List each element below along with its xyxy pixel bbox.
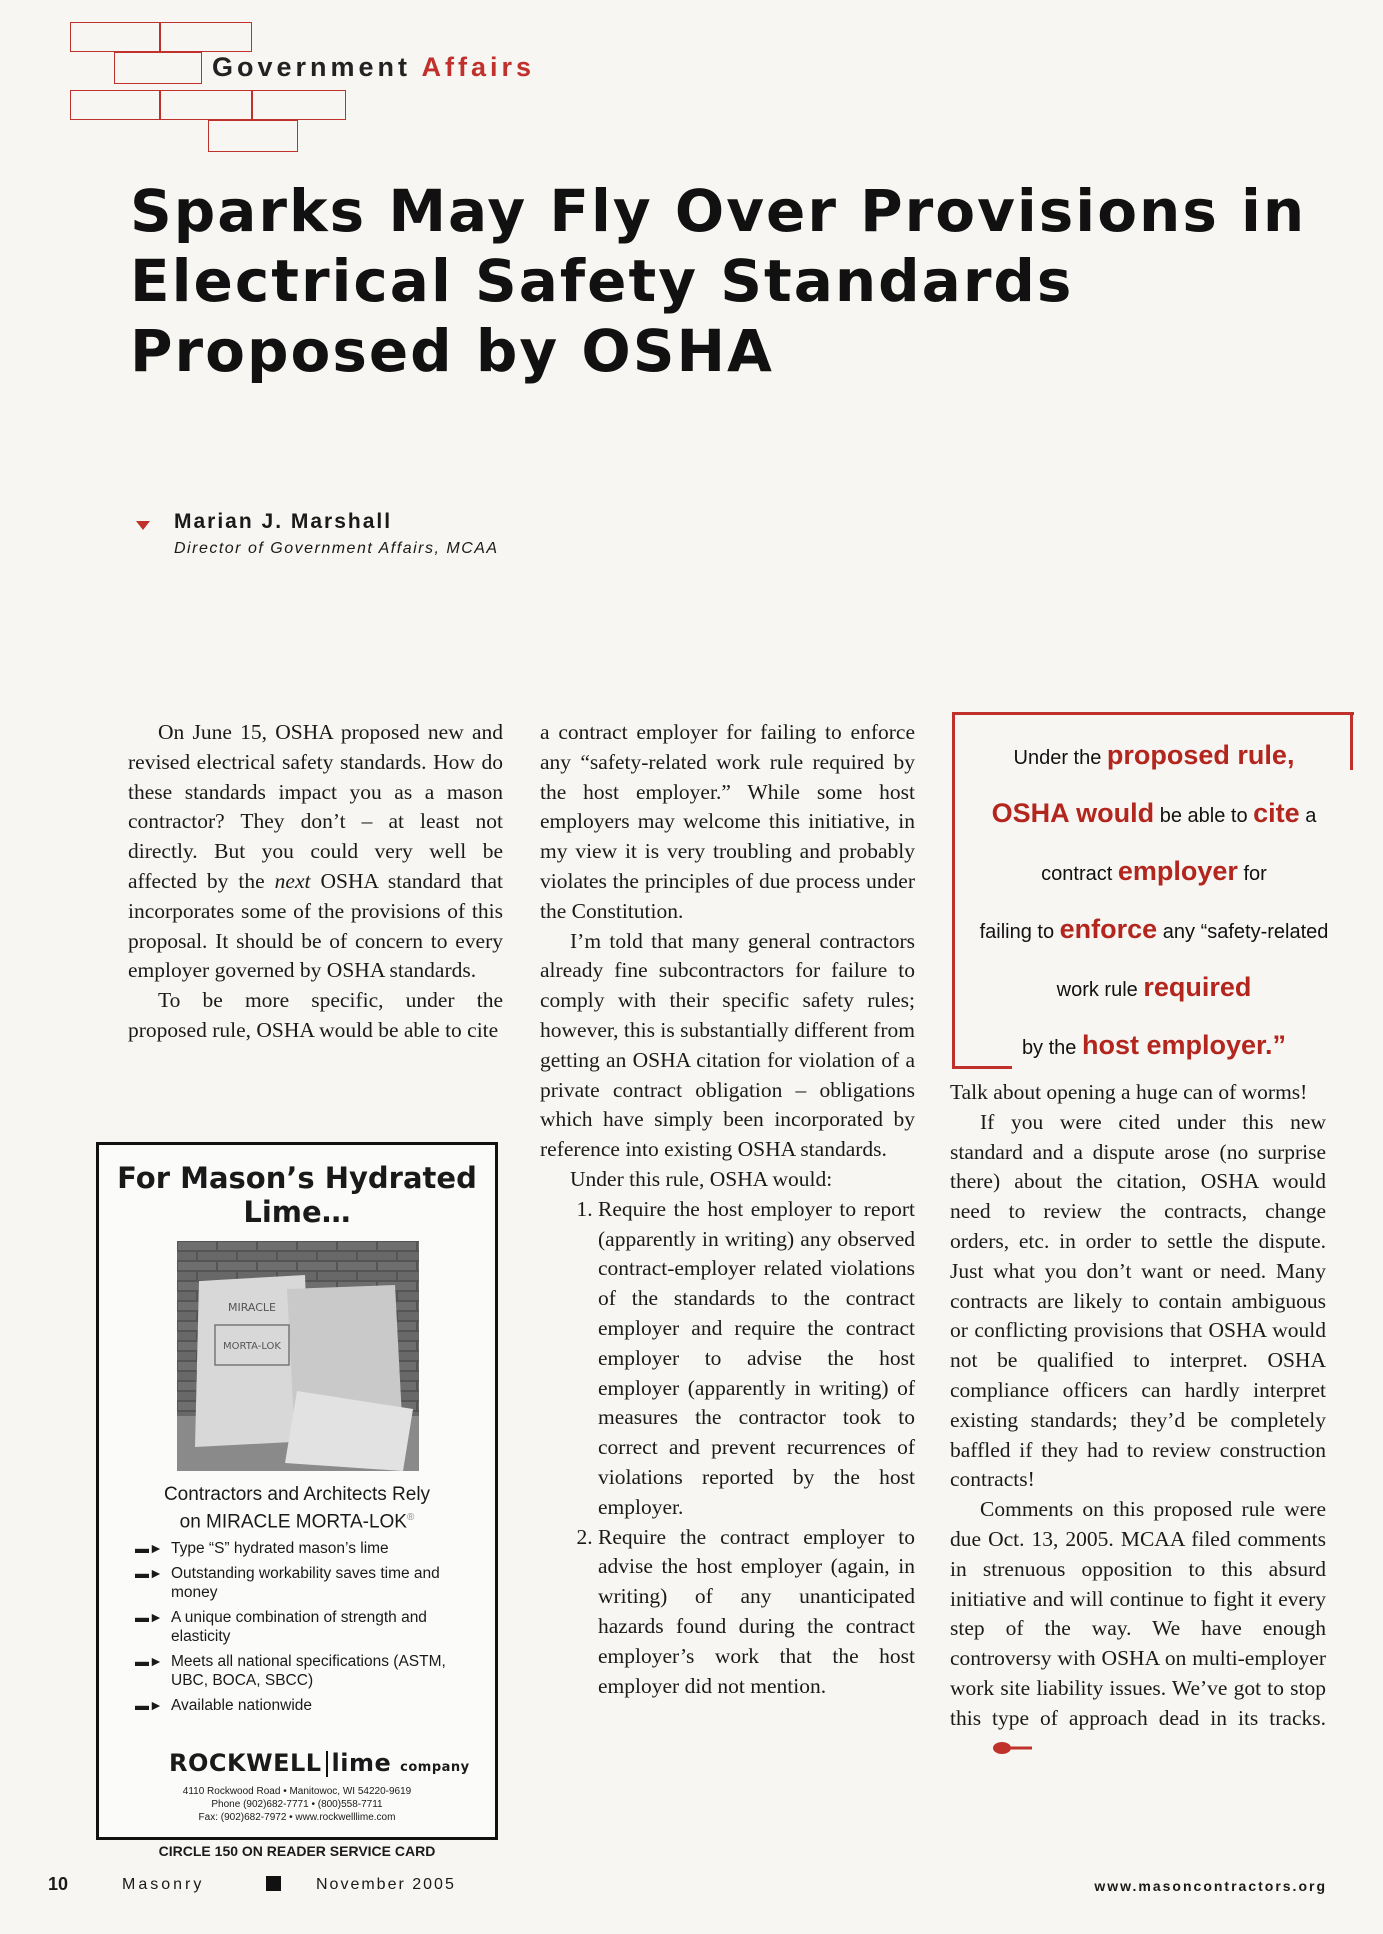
author-role: Director of Government Affairs, MCAA bbox=[174, 540, 499, 557]
logo-word: ROCKWELL bbox=[169, 1749, 322, 1777]
body-column-1 bbox=[128, 718, 503, 1046]
quote-highlight: proposed rule, bbox=[1106, 740, 1295, 770]
rule-list bbox=[540, 1195, 915, 1702]
author-name: Marian J. Marshall bbox=[174, 510, 393, 533]
quote-text: contract bbox=[1041, 863, 1118, 885]
brick bbox=[114, 52, 202, 84]
feature-text: Meets all national specifications (ASTM, UBC, BOCA, SBCC) bbox=[171, 1653, 446, 1689]
body-paragraph-continued: a contract employer for failing to enforce any “safety-related work rule required by the host employer.” While some host employers may welcome this initiative, in my view it is very troubling and probably violates the principles of due process under the Constitution. bbox=[540, 720, 915, 923]
paragraph-text: Comments on this proposed rule were due Oct. 13, 2005. MCAA filed comments in strenuous opposition to this absurd initiative and will continue to fight it every step of the way. We have enough controversy with OSHA on multi-employer work site liability issues. We’ve got to stop this type of approach dead in its tracks. bbox=[950, 1497, 1326, 1730]
body-paragraph: If you were cited under this new standard and a dispute arose (no surprise there) about the citation, OSHA would need to review the contracts, change orders, etc. in order to settle the dispute. Just what you don’t want or need. Many contracts are likely to contain ambiguous or conflicting provisions that OSHA would not be qualified to interpret. OSHA compliance officers can hardly interpret existing standards; they’d be completely baffled if they had to review construction contracts! bbox=[950, 1109, 1326, 1492]
quote-highlight: enforce bbox=[1059, 914, 1158, 944]
brick bbox=[160, 22, 252, 52]
list-item bbox=[135, 1652, 465, 1690]
pull-quote-frame-tick bbox=[1350, 712, 1353, 770]
arrow-bullet-icon: ▬► bbox=[135, 1609, 163, 1625]
paragraph-text: OSHA standard that incorporates some of the provisions of this proposal. It should be of concern to every employer governed by OSHA standards. bbox=[128, 868, 503, 983]
pull-quote bbox=[958, 728, 1350, 1076]
brick bbox=[160, 90, 252, 120]
list-item bbox=[135, 1696, 465, 1715]
arrow-bullet-icon: ▬► bbox=[135, 1540, 163, 1556]
ad-headline bbox=[99, 1483, 495, 1533]
quote-highlight: cite bbox=[1253, 798, 1300, 828]
magazine-name: Masonry bbox=[122, 1876, 205, 1893]
website-link[interactable]: www.masoncontractors.org bbox=[1094, 1878, 1327, 1894]
section-label-word: Government bbox=[212, 52, 412, 82]
list-item: 2. Require the contract employer to advise the host employer (again, in writing) of any unanticipated hazards found during the contract employer’s work that the host employer did not mention. bbox=[598, 1523, 915, 1702]
quote-text: any “safety-related bbox=[1157, 921, 1329, 943]
body-column-2 bbox=[540, 718, 915, 1701]
body-paragraph bbox=[128, 718, 503, 986]
quote-text: Under the bbox=[1013, 747, 1107, 769]
feature-text: A unique combination of strength and elasticity bbox=[171, 1609, 427, 1645]
body-paragraph: Talk about opening a huge can of worms! bbox=[950, 1080, 1308, 1104]
author-arrow-icon bbox=[136, 521, 150, 530]
quote-text: be able to bbox=[1154, 805, 1254, 827]
quote-highlight: required bbox=[1143, 972, 1252, 1002]
ad-contact bbox=[99, 1785, 495, 1824]
quote-text: a bbox=[1299, 805, 1317, 827]
arrow-bullet-icon: ▬► bbox=[135, 1697, 163, 1713]
arrow-bullet-icon: ▬► bbox=[135, 1653, 163, 1669]
quote-highlight: employer bbox=[1117, 856, 1238, 886]
feature-text: Type “S” hydrated mason’s lime bbox=[171, 1540, 389, 1557]
section-label bbox=[212, 52, 535, 83]
ad-address-line: 4110 Rockwood Road • Manitowoc, WI 54220-9619 bbox=[182, 1786, 412, 1797]
section-label-accent: Affairs bbox=[421, 52, 536, 82]
article-end-icon bbox=[960, 1735, 1034, 1765]
arrow-bullet-icon: ▬► bbox=[135, 1565, 163, 1581]
quote-text: for bbox=[1237, 863, 1267, 885]
emphasis-text: next bbox=[274, 868, 311, 893]
quote-highlight: host employer.” bbox=[1081, 1030, 1287, 1060]
issue-date: November 2005 bbox=[316, 1876, 456, 1893]
brick bbox=[70, 90, 160, 120]
body-paragraph: Under this rule, OSHA would: bbox=[570, 1166, 833, 1191]
quote-highlight: OSHA would bbox=[991, 798, 1155, 828]
quote-text: failing to bbox=[979, 921, 1060, 943]
feature-text: Available nationwide bbox=[171, 1697, 313, 1714]
body-paragraph-split: To be more specific, under the proposed rule, OSHA would be able to cite bbox=[128, 988, 503, 1042]
ad-title: For Mason’s Hydrated Lime… bbox=[117, 1161, 477, 1229]
ad-headline-line: on MIRACLE MORTA-LOK bbox=[179, 1511, 407, 1533]
brick bbox=[208, 120, 298, 152]
ad-headline-line: Contractors and Architects Rely bbox=[163, 1484, 431, 1505]
rockwell-logo bbox=[169, 1749, 470, 1777]
bag-label: MIRACLE bbox=[227, 1301, 277, 1314]
ad-fax-line: Fax: (902)682-7972 • www.rockwelllime.com bbox=[198, 1812, 396, 1823]
page-number: 10 bbox=[48, 1874, 69, 1894]
body-paragraph bbox=[950, 1495, 1326, 1764]
ad-product-photo bbox=[177, 1241, 419, 1471]
advertisement[interactable] bbox=[96, 1142, 498, 1840]
logo-divider bbox=[326, 1751, 328, 1777]
brick bbox=[252, 90, 346, 120]
logo-word: lime bbox=[331, 1749, 392, 1777]
list-item bbox=[135, 1539, 465, 1558]
ad-feature-list bbox=[135, 1539, 465, 1721]
feature-text: Outstanding workability saves time and money bbox=[171, 1565, 440, 1601]
list-item bbox=[135, 1608, 465, 1646]
list-item: 1. Require the host employer to report (apparently in writing) any observed contract-employer related violations of the standards to the contract employer and require the contract employer to advise the host employer (apparently in writing) of measures the contractor took to correct and prevent recurrences of violations reported by the host employer. bbox=[598, 1195, 915, 1523]
body-column-3 bbox=[950, 1078, 1326, 1764]
body-paragraph: I’m told that many general contractors already fine subcontractors for failure to comply with their specific safety rules; however, this is substantially different from getting an OSHA citation for violation of a private contract obligation – obligations which have simply been incorporated by reference into existing OSHA standards. bbox=[540, 928, 915, 1162]
paragraph-text: On June 15, OSHA proposed new and revised electrical safety standards. How do these standards impact you as a mason contractor? They don’t – at least not directly. But you could very well be affected by the bbox=[128, 720, 503, 893]
quote-text: work rule bbox=[1056, 979, 1144, 1001]
brick bbox=[70, 22, 160, 52]
article-title: Sparks May Fly Over Provisions in Electrical Safety Standards Proposed by OSHA bbox=[130, 177, 1307, 385]
logo-word: company bbox=[400, 1760, 470, 1775]
reader-service-note: CIRCLE 150 ON READER SERVICE CARD bbox=[158, 1843, 436, 1859]
registered-mark: ® bbox=[406, 1512, 415, 1523]
list-item bbox=[135, 1564, 465, 1602]
ad-phone-line: Phone (902)682-7771 • (800)558-7711 bbox=[211, 1799, 383, 1810]
bag-label: MORTA-LOK bbox=[223, 1341, 281, 1352]
footer-square-icon bbox=[266, 1876, 281, 1891]
quote-text: by the bbox=[1021, 1037, 1082, 1059]
